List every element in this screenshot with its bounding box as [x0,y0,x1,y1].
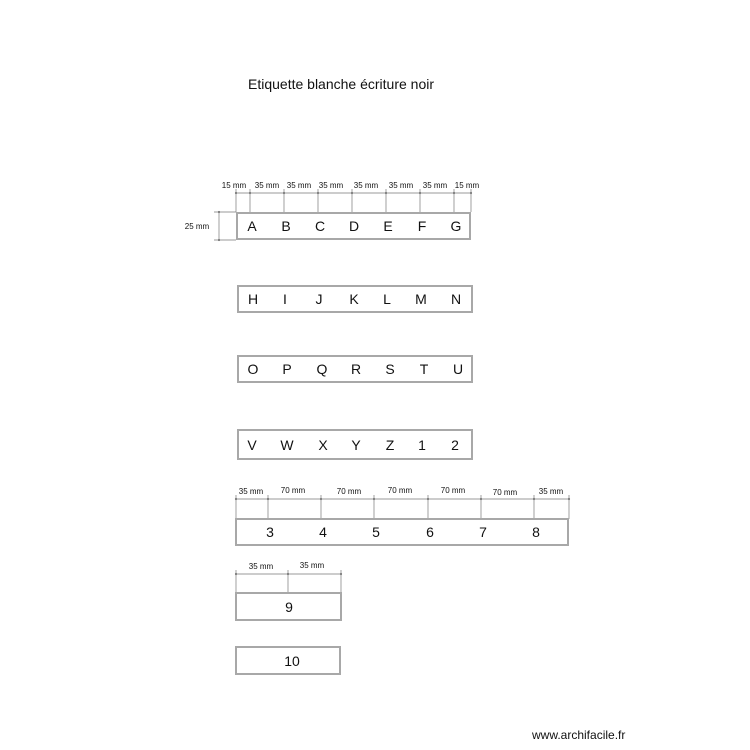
height-dim-label: 25 mm [184,222,210,231]
label-char: 8 [532,524,540,540]
dim-label: 70 mm [387,486,413,495]
label-char: W [280,436,294,453]
label-char: I [283,291,287,307]
label-char: M [415,291,427,307]
label-char: S [385,361,395,377]
label-char: 9 [285,598,293,615]
label-char: 5 [372,524,380,540]
label-char: T [419,361,429,377]
dim-label: 35 mm [248,562,274,571]
label-char: E [383,218,393,234]
label-char: X [318,436,328,453]
label-char: C [314,218,326,234]
dim-label: 35 mm [388,181,414,190]
label-char: G [450,218,462,234]
dim-label: 35 mm [238,487,264,496]
label-char: 7 [479,524,487,540]
dim-label: 70 mm [492,488,518,497]
dim-label: 35 mm [353,181,379,190]
dim-label: 35 mm [318,181,344,190]
dim-label: 70 mm [280,486,306,495]
label-box-1 [236,212,471,240]
dim-label: 35 mm [254,181,280,190]
label-char: N [450,291,462,307]
label-char: P [282,361,292,377]
label-char: 6 [426,524,434,540]
label-box-6 [235,592,342,621]
dim-label: 70 mm [336,487,362,496]
dim-label: 35 mm [422,181,448,190]
dim-label: 35 mm [286,181,312,190]
label-char: L [383,291,391,307]
footer-watermark: www.archifacile.fr [532,728,626,742]
dim-label: 70 mm [440,486,466,495]
page-title: Etiquette blanche écriture noir [248,76,434,92]
label-char: K [349,291,359,307]
label-char: R [350,361,362,377]
label-char: A [247,218,257,234]
label-box-7 [235,646,341,675]
dim-label: 15 mm [454,181,480,190]
label-char: 3 [266,524,274,540]
label-char: J [315,291,323,307]
label-char: 4 [319,524,327,540]
label-box-5 [235,518,569,546]
label-char: H [247,291,259,307]
label-char: D [348,218,360,234]
label-char: 2 [451,436,459,453]
label-char: O [247,361,259,377]
label-char: Q [316,361,328,377]
label-char: F [417,218,427,234]
label-char: B [281,218,291,234]
label-char: Y [351,436,361,453]
label-char: U [452,361,464,377]
label-box-3 [237,355,473,383]
dim-label: 15 mm [221,181,247,190]
label-char: Z [385,436,395,453]
dim-label: 35 mm [299,561,325,570]
dim-label: 35 mm [538,487,564,496]
label-box-4 [237,429,473,460]
label-char: 1 [418,436,426,453]
label-char: 10 [284,652,300,669]
label-char: V [247,436,257,453]
label-box-2 [237,285,473,313]
